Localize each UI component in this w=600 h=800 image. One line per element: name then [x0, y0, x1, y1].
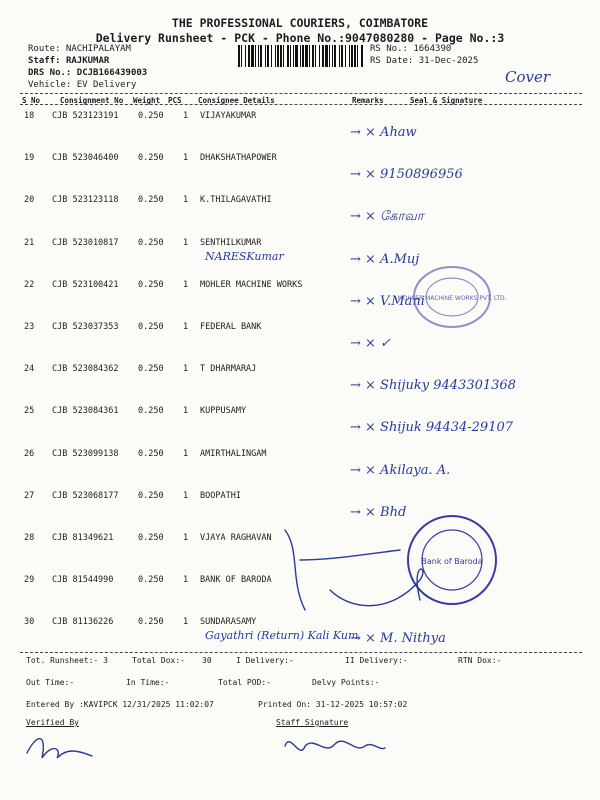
- row-pcs: 1: [183, 406, 189, 417]
- table-row: [0, 107, 600, 149]
- row-consignee: AMIRTHALINGAM: [200, 448, 267, 459]
- row-weight: 0.250: [138, 279, 164, 290]
- row-handwritten-signature: → × ✓: [350, 336, 391, 351]
- row-consignee: VIJAYAKUMAR: [200, 111, 257, 121]
- staff-signature-scribble: [280, 726, 390, 766]
- table-row: [0, 318, 600, 360]
- row-handwritten-signature: → × Akilaya. A.: [350, 462, 451, 478]
- staff-signature-label: Staff Signature: [276, 718, 349, 727]
- company-seal: [397, 262, 507, 336]
- header-divider-bottom: [20, 104, 582, 105]
- row-pcs: 1: [183, 364, 189, 375]
- row-pcs: 1: [183, 322, 189, 332]
- i-delivery: I Delivery:-: [236, 656, 294, 665]
- row-sno: 26: [24, 448, 35, 459]
- staff-label: [28, 56, 109, 66]
- row-consignment-no: CJB 523010817: [52, 237, 119, 248]
- row-consignee: T DHARMARAJ: [200, 364, 257, 375]
- footer-divider: [20, 652, 582, 653]
- row-weight: 0.250: [138, 490, 164, 501]
- row-handwritten-signature: → × Shijuk 94434-29107: [350, 420, 514, 436]
- row-weight: 0.250: [138, 533, 164, 543]
- in-time: In Time:-: [126, 678, 170, 687]
- ii-delivery: II Delivery:-: [345, 656, 408, 665]
- row-handwritten-signature: → × M. Nithya: [350, 631, 446, 647]
- row-weight: 0.250: [138, 237, 164, 248]
- row-handwritten-signature: → × Shijuky 9443301368: [350, 378, 516, 394]
- seal-text: MOHLER MACHINE WORKS PVT. LTD.: [397, 295, 507, 302]
- row-consignment-no: CJB 523099138: [52, 448, 119, 459]
- row-pcs: 1: [183, 575, 189, 586]
- barcode: [238, 45, 366, 67]
- col-consignee: Consignee Details: [198, 96, 275, 105]
- table-row: [0, 276, 600, 318]
- row-consignment-no: CJB 523068177: [52, 490, 119, 501]
- row-sno: 28: [24, 533, 35, 543]
- out-time: Out Time:-: [26, 678, 75, 687]
- page-title: THE PROFESSIONAL COURIERS, COIMBATORE: [171, 16, 429, 30]
- row-handwritten-signature: → × Bhd: [350, 504, 407, 520]
- row-pcs: 1: [183, 617, 189, 628]
- row-pcs: 1: [183, 448, 189, 459]
- barcode-graphic: [238, 45, 366, 67]
- col-seal-signature: Seal & Signature: [410, 96, 483, 105]
- total-pod: Total POD:-: [218, 678, 271, 687]
- row-consignment-no: CJB 523084361: [52, 406, 119, 417]
- row-weight: 0.250: [138, 322, 164, 332]
- row-sno: 18: [24, 111, 35, 121]
- row-weight: 0.250: [138, 111, 164, 121]
- row-sno: 29: [24, 575, 35, 586]
- handwritten-note-cover: Cover: [505, 68, 551, 86]
- total-dox-label: Total Dox:-: [132, 656, 185, 665]
- table-row: [0, 191, 600, 233]
- col-pcs: PCS: [168, 96, 182, 105]
- row-handwritten-signature: → × V.Mani: [350, 293, 425, 309]
- row-weight: 0.250: [138, 448, 164, 459]
- col-weight: Weight: [133, 96, 161, 105]
- row-sno: 27: [24, 490, 35, 501]
- page-subtitle: Delivery Runsheet - PCK - Phone No.:9047080280 - Page No.:3: [95, 31, 505, 45]
- row-consignment-no: CJB 523123118: [52, 195, 119, 206]
- entered-by: Entered By :KAVIPCK 12/31/2025 11:02:07: [26, 700, 214, 709]
- drs-label: DRS No.:: [28, 68, 72, 78]
- rs-number: RS No.: 1664390: [370, 44, 452, 54]
- staff-label-text: Staff:: [28, 56, 61, 66]
- table-row: [0, 149, 600, 191]
- row-sno: 23: [24, 322, 35, 332]
- row-consignee: K.THILAGAVATHI: [200, 195, 272, 206]
- col-remarks: Remarks: [352, 96, 384, 105]
- table-row: [0, 360, 600, 402]
- row-weight: 0.250: [138, 575, 164, 586]
- row-consignee: VJAYA RAGHAVAN: [200, 533, 272, 543]
- table-row: [0, 402, 600, 444]
- row-sno: 24: [24, 364, 35, 375]
- row-sno: 25: [24, 406, 35, 417]
- table-row: [0, 445, 600, 487]
- row-sno: 22: [24, 279, 35, 290]
- row-sno: 20: [24, 195, 35, 206]
- row-pcs: 1: [183, 111, 189, 121]
- staff-value: RAJKUMAR: [65, 56, 110, 66]
- bank-seal-text: Bank of Baroda: [421, 557, 483, 566]
- rtn-dox: RTN Dox:-: [458, 656, 502, 665]
- total-dox-value: 30: [202, 656, 212, 665]
- route-text: Route: NACHIPALAYAM: [28, 44, 131, 54]
- row-consignment-no: CJB 523084362: [52, 364, 119, 375]
- row-weight: 0.250: [138, 617, 164, 628]
- row-weight: 0.250: [138, 195, 164, 206]
- rs-date: RS Date: 31-Dec-2025: [370, 56, 479, 66]
- row-handwritten-signature: → × A.Muj: [350, 251, 420, 267]
- row-consignee: MOHLER MACHINE WORKS: [200, 279, 303, 290]
- row-consignment-no: CJB 81544990: [52, 575, 114, 586]
- printed-on: Printed On: 31-12-2025 10:57:02: [258, 700, 408, 709]
- vehicle-text: Vehicle: EV Delivery: [28, 80, 137, 90]
- row-handwritten-signature: → × கோவா: [350, 209, 424, 225]
- row-consignee: BANK OF BARODA: [200, 575, 272, 586]
- verifier-signature: [22, 728, 102, 768]
- signature-scribble: [270, 520, 440, 620]
- row-consignee: FEDERAL BANK: [200, 322, 262, 332]
- row-consignee: SUNDARASAMY: [200, 617, 257, 628]
- row-consignment-no: CJB 523046400: [52, 153, 119, 164]
- row-pcs: 1: [183, 279, 189, 290]
- delvy-points: Delvy Points:-: [312, 678, 380, 687]
- verified-by-label: Verified By: [26, 718, 79, 727]
- row-handwritten-signature: → × Ahaw: [350, 125, 417, 140]
- col-sno: S No: [22, 96, 41, 105]
- tot-runsheet: Tot. Runsheet:- 3: [26, 656, 108, 665]
- row-handwritten-note: Gayathri (Return) Kali Kum: [205, 629, 359, 643]
- row-consignee: BOOPATHI: [200, 490, 241, 501]
- drs-value: DCJB166439003: [76, 68, 148, 78]
- row-consignee: SENTHILKUMAR: [200, 237, 262, 248]
- table-row: [0, 234, 600, 276]
- row-consignment-no: CJB 523100421: [52, 279, 119, 290]
- row-sno: 21: [24, 237, 35, 248]
- row-pcs: 1: [183, 533, 189, 543]
- row-consignment-no: CJB 81349621: [52, 533, 114, 543]
- row-weight: 0.250: [138, 406, 164, 417]
- row-weight: 0.250: [138, 153, 164, 164]
- row-pcs: 1: [183, 195, 189, 206]
- row-consignment-no: CJB 523123191: [52, 111, 119, 121]
- row-consignee: DHAKSHATHAPOWER: [200, 153, 277, 164]
- row-sno: 19: [24, 153, 35, 164]
- row-pcs: 1: [183, 490, 189, 501]
- row-consignment-no: CJB 523037353: [52, 322, 119, 332]
- row-weight: 0.250: [138, 364, 164, 375]
- drs-number: [28, 68, 147, 78]
- row-pcs: 1: [183, 153, 189, 164]
- row-consignee: KUPPUSAMY: [200, 406, 247, 417]
- row-sno: 30: [24, 617, 35, 628]
- header-divider-top: [20, 93, 582, 94]
- col-consignment: Consignment No: [60, 96, 124, 105]
- row-pcs: 1: [183, 237, 189, 248]
- row-consignment-no: CJB 81136226: [52, 617, 114, 628]
- row-handwritten-note: NARESKumar: [205, 249, 284, 263]
- row-handwritten-signature: → × 9150896956: [350, 167, 463, 183]
